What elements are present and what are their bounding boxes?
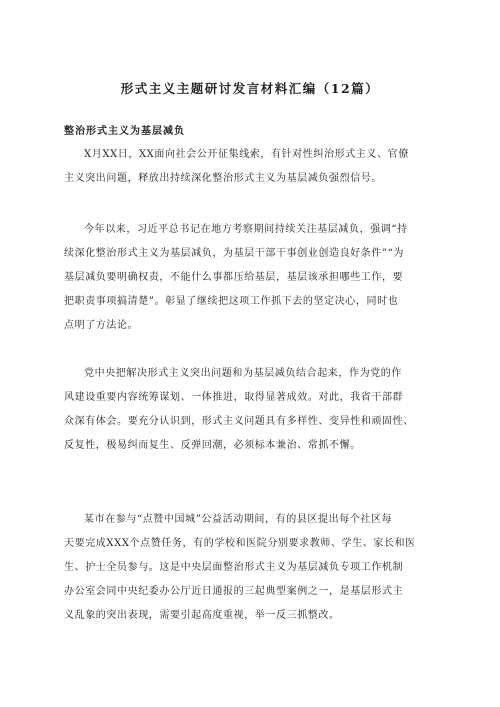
paragraph-3 bbox=[64, 362, 436, 458]
paragraph-line: 今年以来，习近平总书记在地方考察期间持续关注基层减负，强调“持 bbox=[84, 224, 408, 235]
paragraph-line: 基层减负要明确权责，不能什么事都压给基层，基层该承担哪些工作，要 bbox=[64, 272, 404, 283]
paragraph-1 bbox=[64, 143, 436, 191]
paragraph-line: 把职责事项搞清楚”。彰显了继续把这项工作抓下去的坚定决心，同时也 bbox=[64, 296, 399, 307]
paragraph-line: 反复性，极易纠而复生、反弹回潮，必须标本兼治、常抓不懈。 bbox=[64, 440, 361, 451]
paragraph-line: 续深化整治形式主义为基层减负，为基层干部干事创业创造良好条件”“为 bbox=[64, 248, 405, 259]
paragraph-line: 风建设重要内容统筹谋划、一体推进，取得显著成效。对此，我省干部群 bbox=[64, 392, 404, 403]
document-title: 形式主义主题研讨发言材料汇编（12篇） bbox=[120, 81, 380, 96]
paragraph-line: 点明了方法论。 bbox=[64, 320, 139, 331]
paragraph-line: X月XX日，XX面向社会公开征集线索，有针对性纠治形式主义、官僚 bbox=[84, 149, 409, 160]
paragraph-line: 众深有体会。要充分认识到，形式主义问题具有多样性、变异性和顽固性、 bbox=[64, 416, 414, 427]
paragraph-line: 办公室会同中央纪委办公厅近日通报的三起典型案例之一，是基层形式主 bbox=[64, 586, 404, 597]
paragraph-line: 党中央把解决形式主义突出问题和为基层减负结合起来，作为党的作 bbox=[84, 368, 402, 379]
paragraph-line: 某市在参与“点赞中国城”公益活动期间，有的县区提出每个社区每 bbox=[84, 514, 393, 525]
paragraph-line: 主义突出问题，释放出持续深化整治形式主义为基层减负强烈信号。 bbox=[64, 173, 382, 184]
paragraph-2 bbox=[64, 218, 436, 338]
paragraph-4 bbox=[64, 508, 436, 628]
paragraph-line: 义乱象的突出表现，需要引起高度重视，举一反三抓整改。 bbox=[64, 610, 340, 621]
paragraph-line: 天要完成XXX个点赞任务，有的学校和医院分别要求教师、学生、家长和医 bbox=[64, 538, 416, 549]
section-heading: 整治形式主义为基层减负 bbox=[64, 126, 185, 137]
paragraph-line: 生、护士全员参与。这是中央层面整治形式主义为基层减负专项工作机制 bbox=[64, 562, 404, 573]
